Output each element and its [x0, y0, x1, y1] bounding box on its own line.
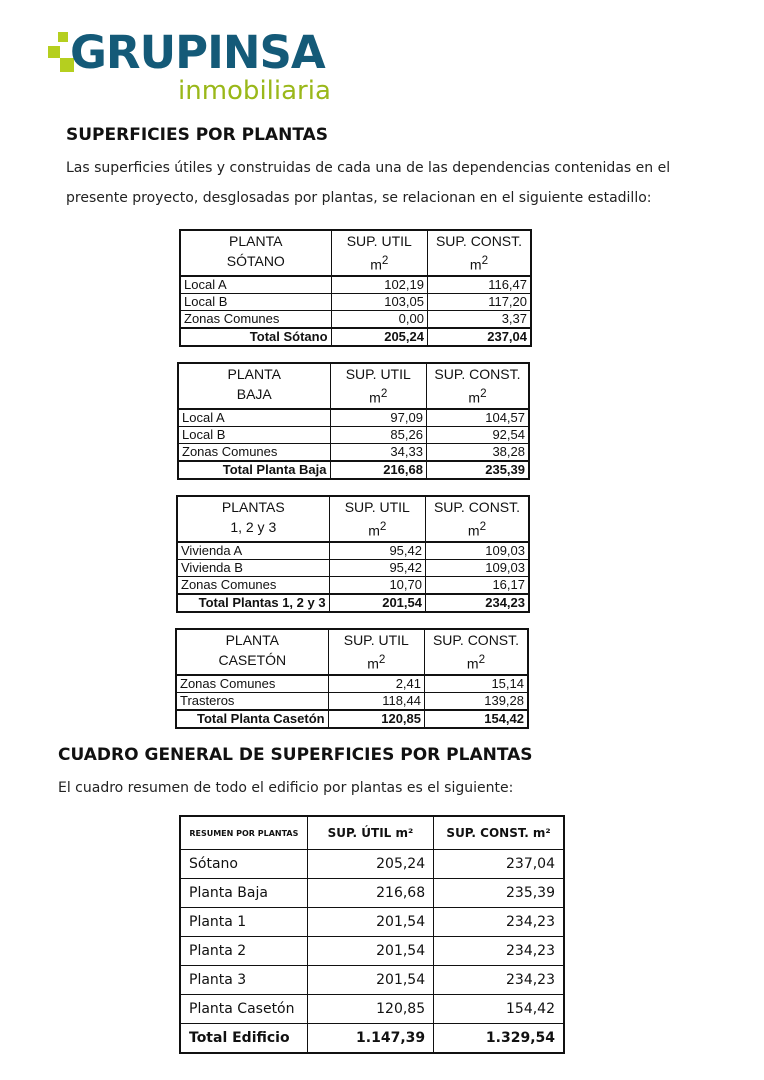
section-title: SUPERFICIES POR PLANTAS [66, 125, 328, 145]
summary-total-row: Total Edificio 1.147,39 1.329,54 [180, 1024, 564, 1054]
table-row: Planta 1 201,54 234,23 [180, 908, 564, 937]
summary-header-const: SUP. CONST. m² [434, 816, 564, 850]
table-row: Planta 3 201,54 234,23 [180, 966, 564, 995]
table-row: Local A 102,19 116,47 [180, 276, 531, 294]
floor-header: PLANTA SÓTANO [180, 230, 331, 276]
table-row: Zonas Comunes 10,70 16,17 [177, 576, 529, 594]
floor-header: PLANTA BAJA [178, 363, 330, 409]
summary-intro: El cuadro resumen de todo el edificio por plantas es el siguiente: [58, 780, 514, 796]
col-sup-const: SUP. CONST. $m^2$ [425, 496, 529, 542]
floor-table-baja [177, 362, 530, 480]
summary-table [179, 815, 565, 1054]
col-sup-const: SUP. CONST. $m^2$ [427, 230, 531, 276]
table-row: Local B 85,26 92,54 [178, 426, 529, 443]
table-row: Vivienda A 95,42 109,03 [177, 542, 529, 560]
table-row: Vivienda B 95,42 109,03 [177, 559, 529, 576]
table-row: Planta 2 201,54 234,23 [180, 937, 564, 966]
floor-table-caseton [175, 628, 529, 729]
floor-table-sotano [179, 229, 532, 347]
summary-title: CUADRO GENERAL DE SUPERFICIES POR PLANTAS [58, 745, 533, 765]
summary-header-floors: RESUMEN POR PLANTAS [180, 816, 307, 850]
floor-header: PLANTA CASETÓN [176, 629, 328, 675]
floor-header: PLANTAS 1, 2 y 3 [177, 496, 329, 542]
intro-line-1: Las superficies útiles y construidas de cada una de las dependencias contenidas en el [66, 160, 671, 176]
table-row: Local B 103,05 117,20 [180, 293, 531, 310]
logo-name: GRUPINSA [70, 26, 325, 79]
table-row: Planta Baja 216,68 235,39 [180, 879, 564, 908]
table-row: Local A 97,09 104,57 [178, 409, 529, 427]
floor-table-plantas-123 [176, 495, 530, 613]
col-sup-util: SUP. UTIL $m^2$ [328, 629, 424, 675]
table-row: Zonas Comunes 34,33 38,28 [178, 443, 529, 461]
table-row: Zonas Comunes 0,00 3,37 [180, 310, 531, 328]
col-sup-const: SUP. CONST. $m^2$ [425, 629, 529, 675]
logo-subtitle: inmobiliaria [178, 76, 331, 106]
summary-header-util: SUP. ÚTIL m² [307, 816, 433, 850]
company-logo [48, 28, 348, 108]
table-row: Trasteros 118,44 139,28 [176, 692, 528, 710]
total-row: Total Planta Baja 216,68 235,39 [178, 461, 529, 479]
total-row: Total Planta Casetón 120,85 154,42 [176, 710, 528, 728]
intro-paragraph [66, 153, 670, 213]
intro-line-2: presente proyecto, desglosadas por plantas, se relacionan en el siguiente estadillo: [66, 190, 652, 206]
col-sup-util: SUP. UTIL $m^2$ [331, 230, 427, 276]
table-row: Sótano 205,24 237,04 [180, 850, 564, 879]
table-row: Zonas Comunes 2,41 15,14 [176, 675, 528, 693]
total-row: Total Plantas 1, 2 y 3 201,54 234,23 [177, 594, 529, 612]
total-row: Total Sótano 205,24 237,04 [180, 328, 531, 346]
col-sup-util: SUP. UTIL $m^2$ [330, 363, 426, 409]
table-row: Planta Casetón 120,85 154,42 [180, 995, 564, 1024]
col-sup-util: SUP. UTIL $m^2$ [329, 496, 425, 542]
col-sup-const: SUP. CONST. $m^2$ [426, 363, 529, 409]
